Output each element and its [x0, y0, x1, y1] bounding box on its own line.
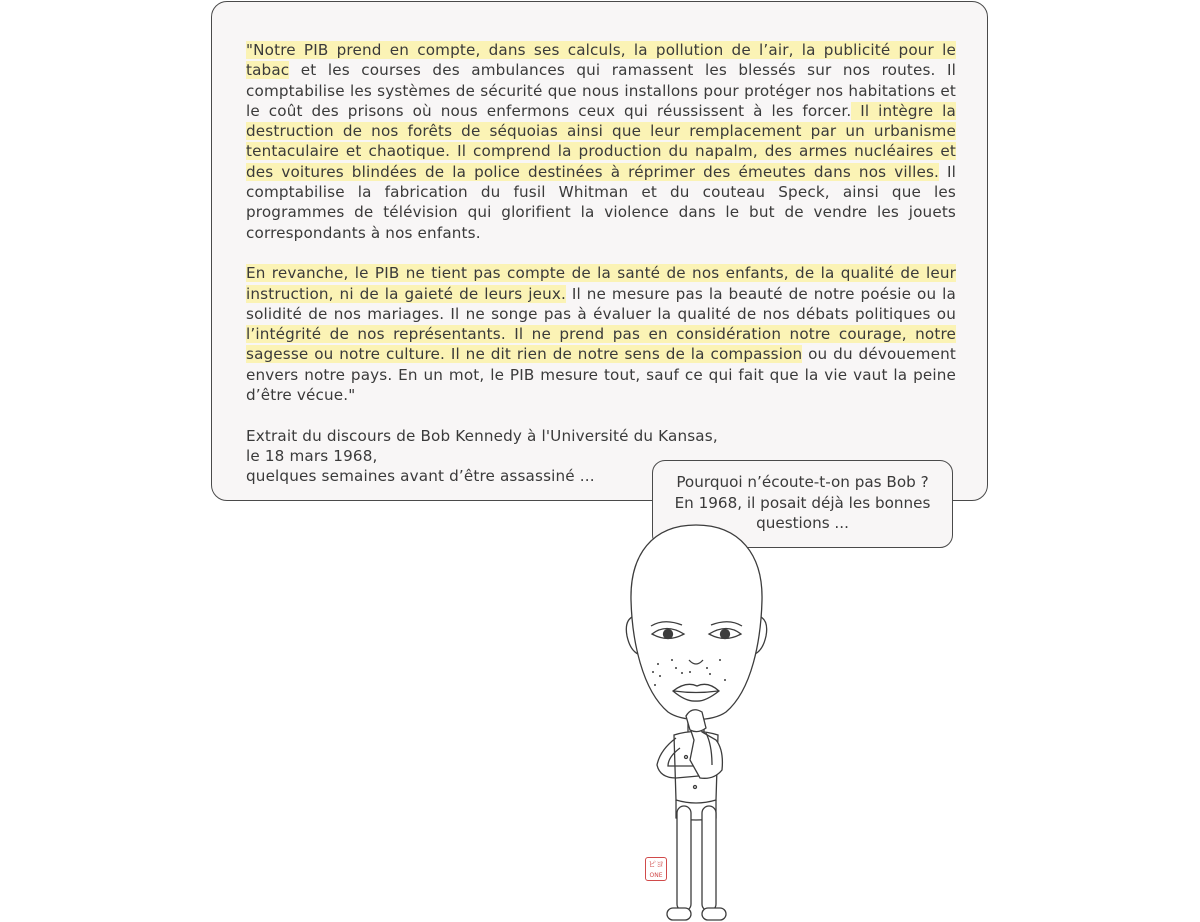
right-pupil — [721, 630, 730, 639]
quote-segment: En revanche, le PIB ne tient pas compte de la santé de nos enfants, de la qualité de leur instruction, ni de la gaieté de leurs jeux. — [246, 264, 956, 303]
source-line: quelques semaines avant d’être assassiné ... — [246, 467, 595, 486]
source-line: le 18 mars 1968, — [246, 446, 378, 465]
left-leg — [677, 806, 691, 911]
left-foot — [667, 908, 691, 920]
quote-segment: l’intégrité de nos représentants. Il ne prend pas en considération notre courage, notre sagesse ou notre culture. Il ne dit rien de notre sens de la compassion — [246, 325, 956, 364]
quote-segment: Il ne mesure pas la beauté de notre poésie ou la solidité de nos mariages. Il ne songe pas à évaluer la qualité de nos débats politiques ou — [246, 284, 956, 323]
stamp-line: ONE — [649, 872, 663, 879]
bubble-line: questions ... — [756, 514, 849, 532]
quote-segment: ou du dévouement envers notre pays. En un mot, le PIB mesure tout, sauf ce qui fait que la vie vaut la peine d’être vécue." — [246, 345, 956, 405]
bubble-line: En 1968, il posait déjà les bonnes — [674, 493, 931, 512]
source-line: Extrait du discours de Bob Kennedy à l'Université du Kansas, — [246, 426, 718, 445]
stamp-line: ピヨ — [648, 860, 664, 869]
artist-stamp — [645, 857, 667, 881]
right-foot — [702, 908, 726, 920]
quote-segment: et les courses des ambulances qui ramassent les blessés sur nos routes. Il comptabilise les systèmes de sécurité que nous installons pour protéger nos habitations et le coût des prisons où nous enfermons ceux qui réussissent à les forcer. — [246, 61, 956, 120]
right-leg — [702, 806, 716, 911]
quote-segment: "Notre PIB prend en compte, dans ses calculs, la pollution de l’air, la publicité pour le tabac — [246, 41, 956, 80]
bubble-line: Pourquoi n’écoute-t-on pas Bob ? — [676, 473, 929, 491]
left-pupil — [664, 630, 673, 639]
quote-segment: Il comptabilise la fabrication du fusil Whitman et du couteau Speck, ainsi que les programmes de télévision qui glorifient la violence dans le but de vendre les jouets correspondants à nos enfants. — [246, 162, 956, 242]
quote-segment: Il intègre la destruction de nos forêts de séquoias ainsi que leur remplacement par un urbanisme tentaculaire et chaotique. Il comprend la production du napalm, des armes nucléaires et des voitures blindées de la police destinées à réprimer des émeutes dans nos villes. — [246, 101, 956, 181]
